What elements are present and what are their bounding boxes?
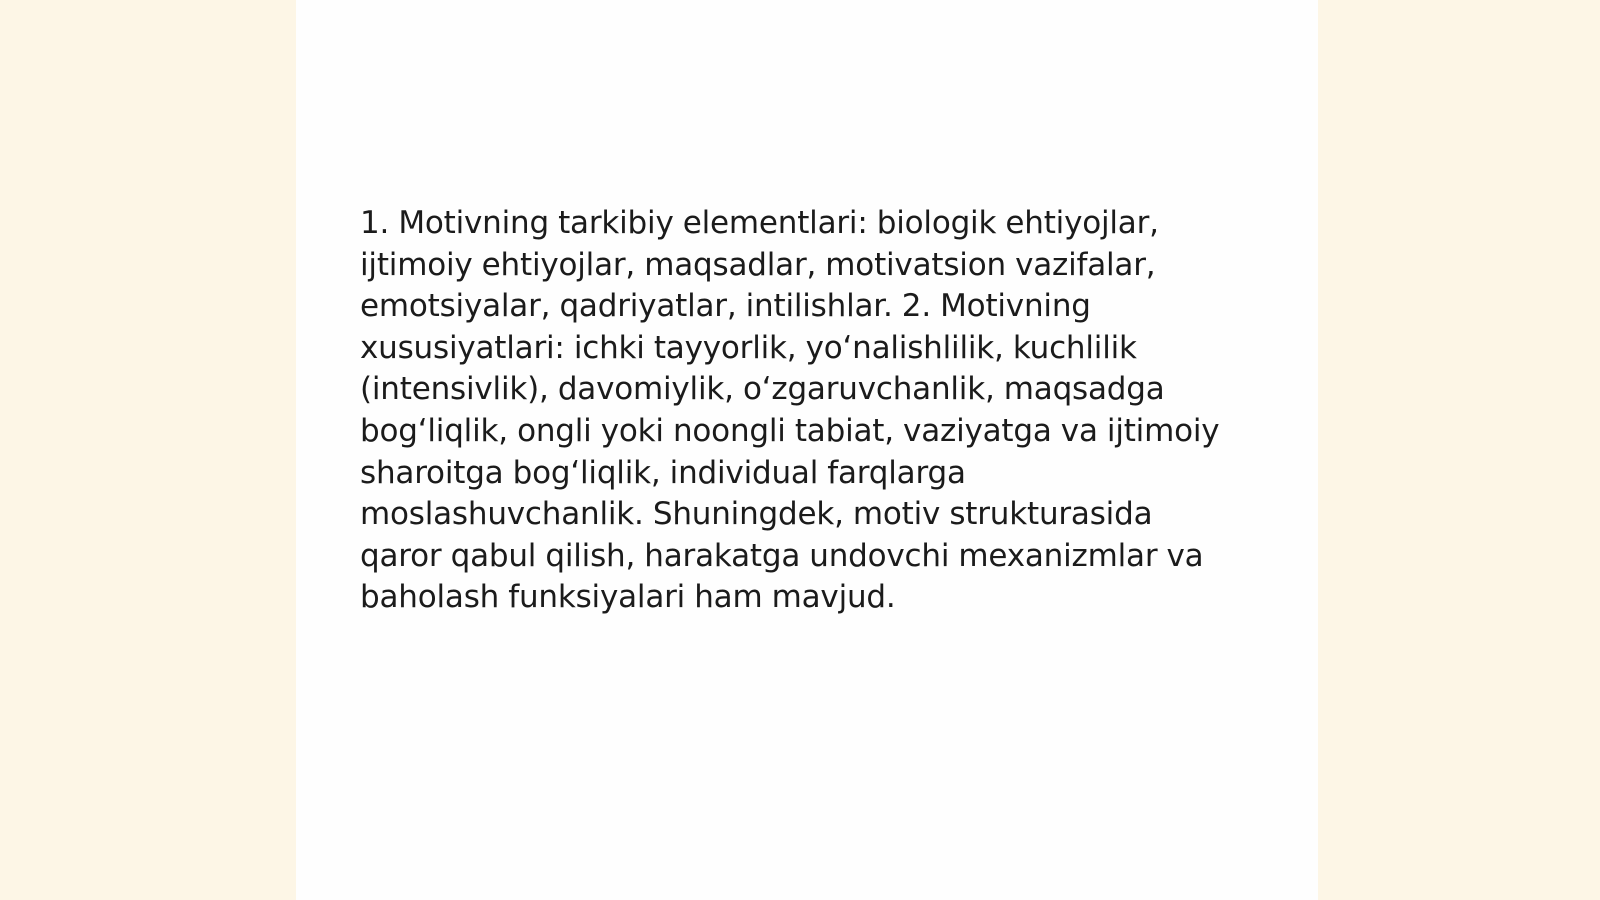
slide-body-text: 1. Motivning tarkibiy elementlari: biologik ehtiyojlar, ijtimoiy ehtiyojlar, maqsadlar, motivatsion vazifalar, emotsiyalar, qadriyatlar, intilishlar. 2. Motivning xususiyatlari: ichki tayyorlik, yo‘nalishlilik, kuchlilik (intensivlik), davomiylik, o‘zgaruvchanlik, maqsadga bog‘liqlik, ongli yoki noongli tabiat, vaziyatga va ijtimoiy sharoitga bog‘liqlik, individual farqlarga moslashuvchanlik. Shuningdek, motiv strukturasida qaror qabul qilish, harakatga undovchi mexanizmlar va baholash funksiyalari ham mavjud.: [360, 205, 1220, 616]
slide: [296, 0, 1318, 900]
